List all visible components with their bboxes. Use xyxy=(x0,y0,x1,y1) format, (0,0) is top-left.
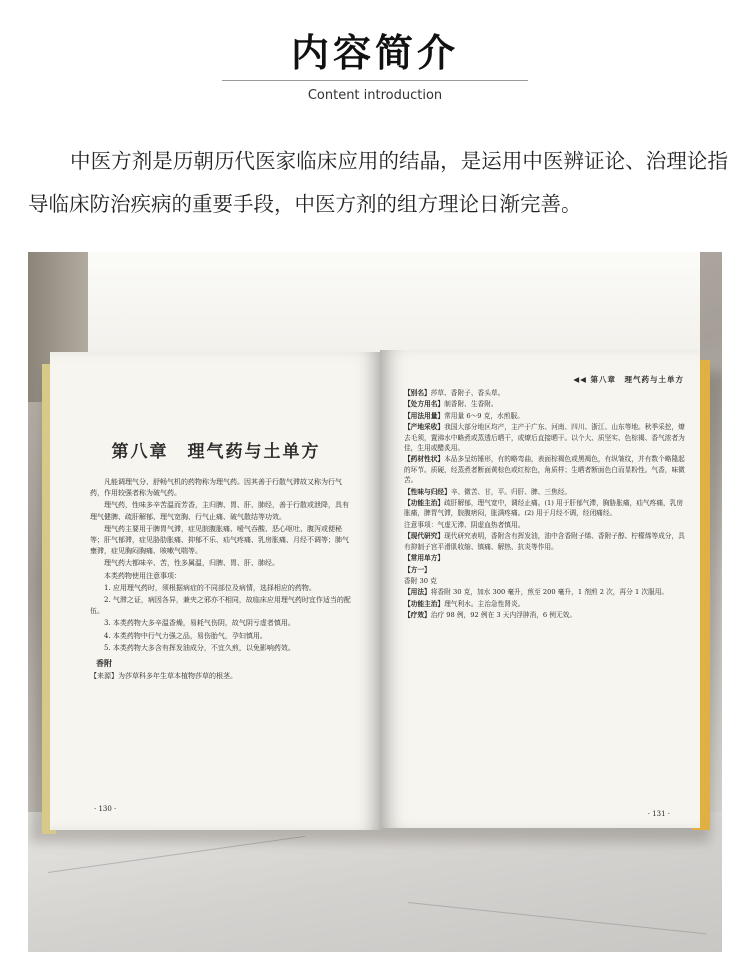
page-number-right: · 131 · xyxy=(647,810,670,818)
entry-line xyxy=(404,454,686,485)
entry-tag: 【用法用量】 xyxy=(404,411,445,420)
entry-text: 莎草、香附子、香头草。 xyxy=(430,389,505,397)
right-page-body xyxy=(404,388,686,622)
entry-text: 香附 30 克 xyxy=(404,576,437,585)
body-paragraph: 4. 本类药物中行气力强之品，易伤胎气，孕妇慎用。 xyxy=(104,631,267,640)
entry-tag: 【功能主治】 xyxy=(404,599,445,608)
entry-tag: 【药材性状】 xyxy=(404,455,445,464)
entry-line xyxy=(404,531,686,552)
intro-text-block xyxy=(28,140,728,226)
entry-text: 我国大部分地区均产，主产于广东、河南、四川、浙江、山东等地。秋季采挖，燎去毛须，置沸水中略煮或蒸透后晒干，或燎后直接晒干。以个大、质坚实、色棕褐、香气浓者为佳，生用或醋炙用。 xyxy=(404,423,685,453)
entry-tag: 【方一】 xyxy=(404,565,431,574)
body-paragraph: 2. 气滞之证，病因各异，兼夹之邪亦不相同，故临床应用理气药时宜作适当的配伍。 xyxy=(90,596,351,616)
entry-line xyxy=(404,553,686,563)
page-number-left: · 130 · xyxy=(94,805,117,813)
entry-line xyxy=(404,599,686,609)
entry-text: 本品多呈纺锤形，有的略弯曲，表面棕褐色或黑褐色，有纵皱纹，并有数个略隆起的环节。质硬，经蒸煮者断面黄棕色或红棕色，角质样；生晒者断面色白而显粉性。气香，味微苦。 xyxy=(404,455,685,485)
book-right-page xyxy=(380,350,700,828)
body-paragraph: 理气药大都味辛、苦，性多属温，归脾、胃、肝、肺经。 xyxy=(104,559,279,568)
entry-tag: 【处方用名】 xyxy=(404,400,445,409)
title-divider xyxy=(222,80,528,81)
entry-text: 辛、微苦、甘，平。归肝、脾、三焦经。 xyxy=(450,487,572,496)
entry-text: 注意事项：气虚无滞、阴虚血热者慎用。 xyxy=(404,520,525,529)
entry-tag: 【常用单方】 xyxy=(404,554,445,563)
entry-tag: 【别名】 xyxy=(404,389,431,397)
entry-line xyxy=(404,576,686,586)
entry-line xyxy=(404,411,686,421)
entry-line xyxy=(404,610,686,620)
entry-line xyxy=(404,422,686,453)
entry-line xyxy=(404,388,686,398)
entry-line xyxy=(404,487,686,497)
book-photo xyxy=(28,252,722,952)
body-paragraph: 理气药主要用于脾胃气滞，症见脘腹胀痛、嗳气吞酸、恶心呕吐、腹泻或便秘等；肝气郁滞，症见胁肋胀痛、抑郁不乐、疝气疼痛、乳房胀痛、月经不调等；肺气壅滞，症见胸闷胸痛、咳嗽气喘等。 xyxy=(90,524,349,556)
entry-line xyxy=(404,498,686,519)
entry-line xyxy=(404,587,686,597)
page-title: 内容简介 xyxy=(290,30,459,75)
entry-text: 常用量 6～9 克，水煎服。 xyxy=(444,411,524,420)
entry-line xyxy=(404,520,686,530)
entry-tag: 【用法】 xyxy=(404,588,431,597)
entry-text: 疏肝解郁，理气宽中，调经止痛。(1) 用于肝郁气滞，胸胁胀痛，疝气疼痛，乳房胀痛，脾胃气滞，脘腹痞闷，胀满疼痛。(2) 用于月经不调，经闭痛经。 xyxy=(404,499,684,518)
entry-text: 治疗 98 例，92 例在 3 天内浮肿消，6 例无效。 xyxy=(430,611,577,620)
entry-line xyxy=(404,399,686,409)
entry-text: 理气利水。主治急性肾炎。 xyxy=(444,599,525,608)
entry-text: 将香附 30 克，加水 300 毫升，煎至 200 毫升，1 剂煎 2 次，再分 1 次服用。 xyxy=(430,588,669,597)
entry-text: 制香附、生香附。 xyxy=(444,400,498,409)
herb-entry: 【来源】为莎草科多年生草本植物莎草的根茎。 xyxy=(90,672,237,681)
chapter-title: 第八章 理气药与土单方 xyxy=(111,442,321,462)
book-left-page xyxy=(50,352,382,830)
body-paragraph: 理气药，性味多辛苦温而芳香，主归脾、胃、肝、肺经，善于行散或泄降，具有理气健脾、疏肝解郁、理气宽胸、行气止痛、破气散结等功效。 xyxy=(90,501,349,521)
entry-tag: 【功能主治】 xyxy=(404,499,445,508)
intro-paragraph: 中医方剂是历朝历代医家临床应用的结晶，是运用中医辨证论、治理论指导临床防治疾病的重要手段，中医方剂的组方理论日渐完善。 xyxy=(28,149,728,216)
body-paragraph: 5. 本类药物大多含有挥发油成分，不宜久煎，以免影响药效。 xyxy=(104,643,295,652)
left-page-body xyxy=(90,477,355,683)
running-head: ◀◀ 第八章 理气药与土单方 xyxy=(573,375,684,384)
page-subtitle: Content introduction xyxy=(307,88,443,103)
entry-tag: 【疗效】 xyxy=(404,611,431,620)
body-paragraph: 3. 本类药物大多辛温香燥，易耗气伤阴，故气阴亏虚者慎用。 xyxy=(104,619,295,628)
body-paragraph: 本类药物使用注意事项： xyxy=(104,571,181,580)
entry-text: 现代研究表明，香附含有挥发油，油中含香附子烯、香附子醇、柠檬烯等成分，具有抑制子宫平滑肌收缩、镇痛、解热、抗炎等作用。 xyxy=(404,532,685,551)
herb-subheading: 香附 xyxy=(96,658,112,669)
body-paragraph: 1. 应用理气药时，须根据病症的不同部位及病情，选择相应的药物。 xyxy=(104,583,316,592)
entry-tag: 【性味与归经】 xyxy=(404,487,451,496)
body-paragraph: 凡能调理气分、舒畅气机的药物称为理气药。因其善于行散气滞故又称为行气药，作用较强者称为破气药。 xyxy=(90,478,342,498)
entry-tag: 【产地采收】 xyxy=(404,423,445,432)
entry-tag: 【现代研究】 xyxy=(404,532,445,541)
header xyxy=(0,0,750,130)
entry-line xyxy=(404,565,686,575)
